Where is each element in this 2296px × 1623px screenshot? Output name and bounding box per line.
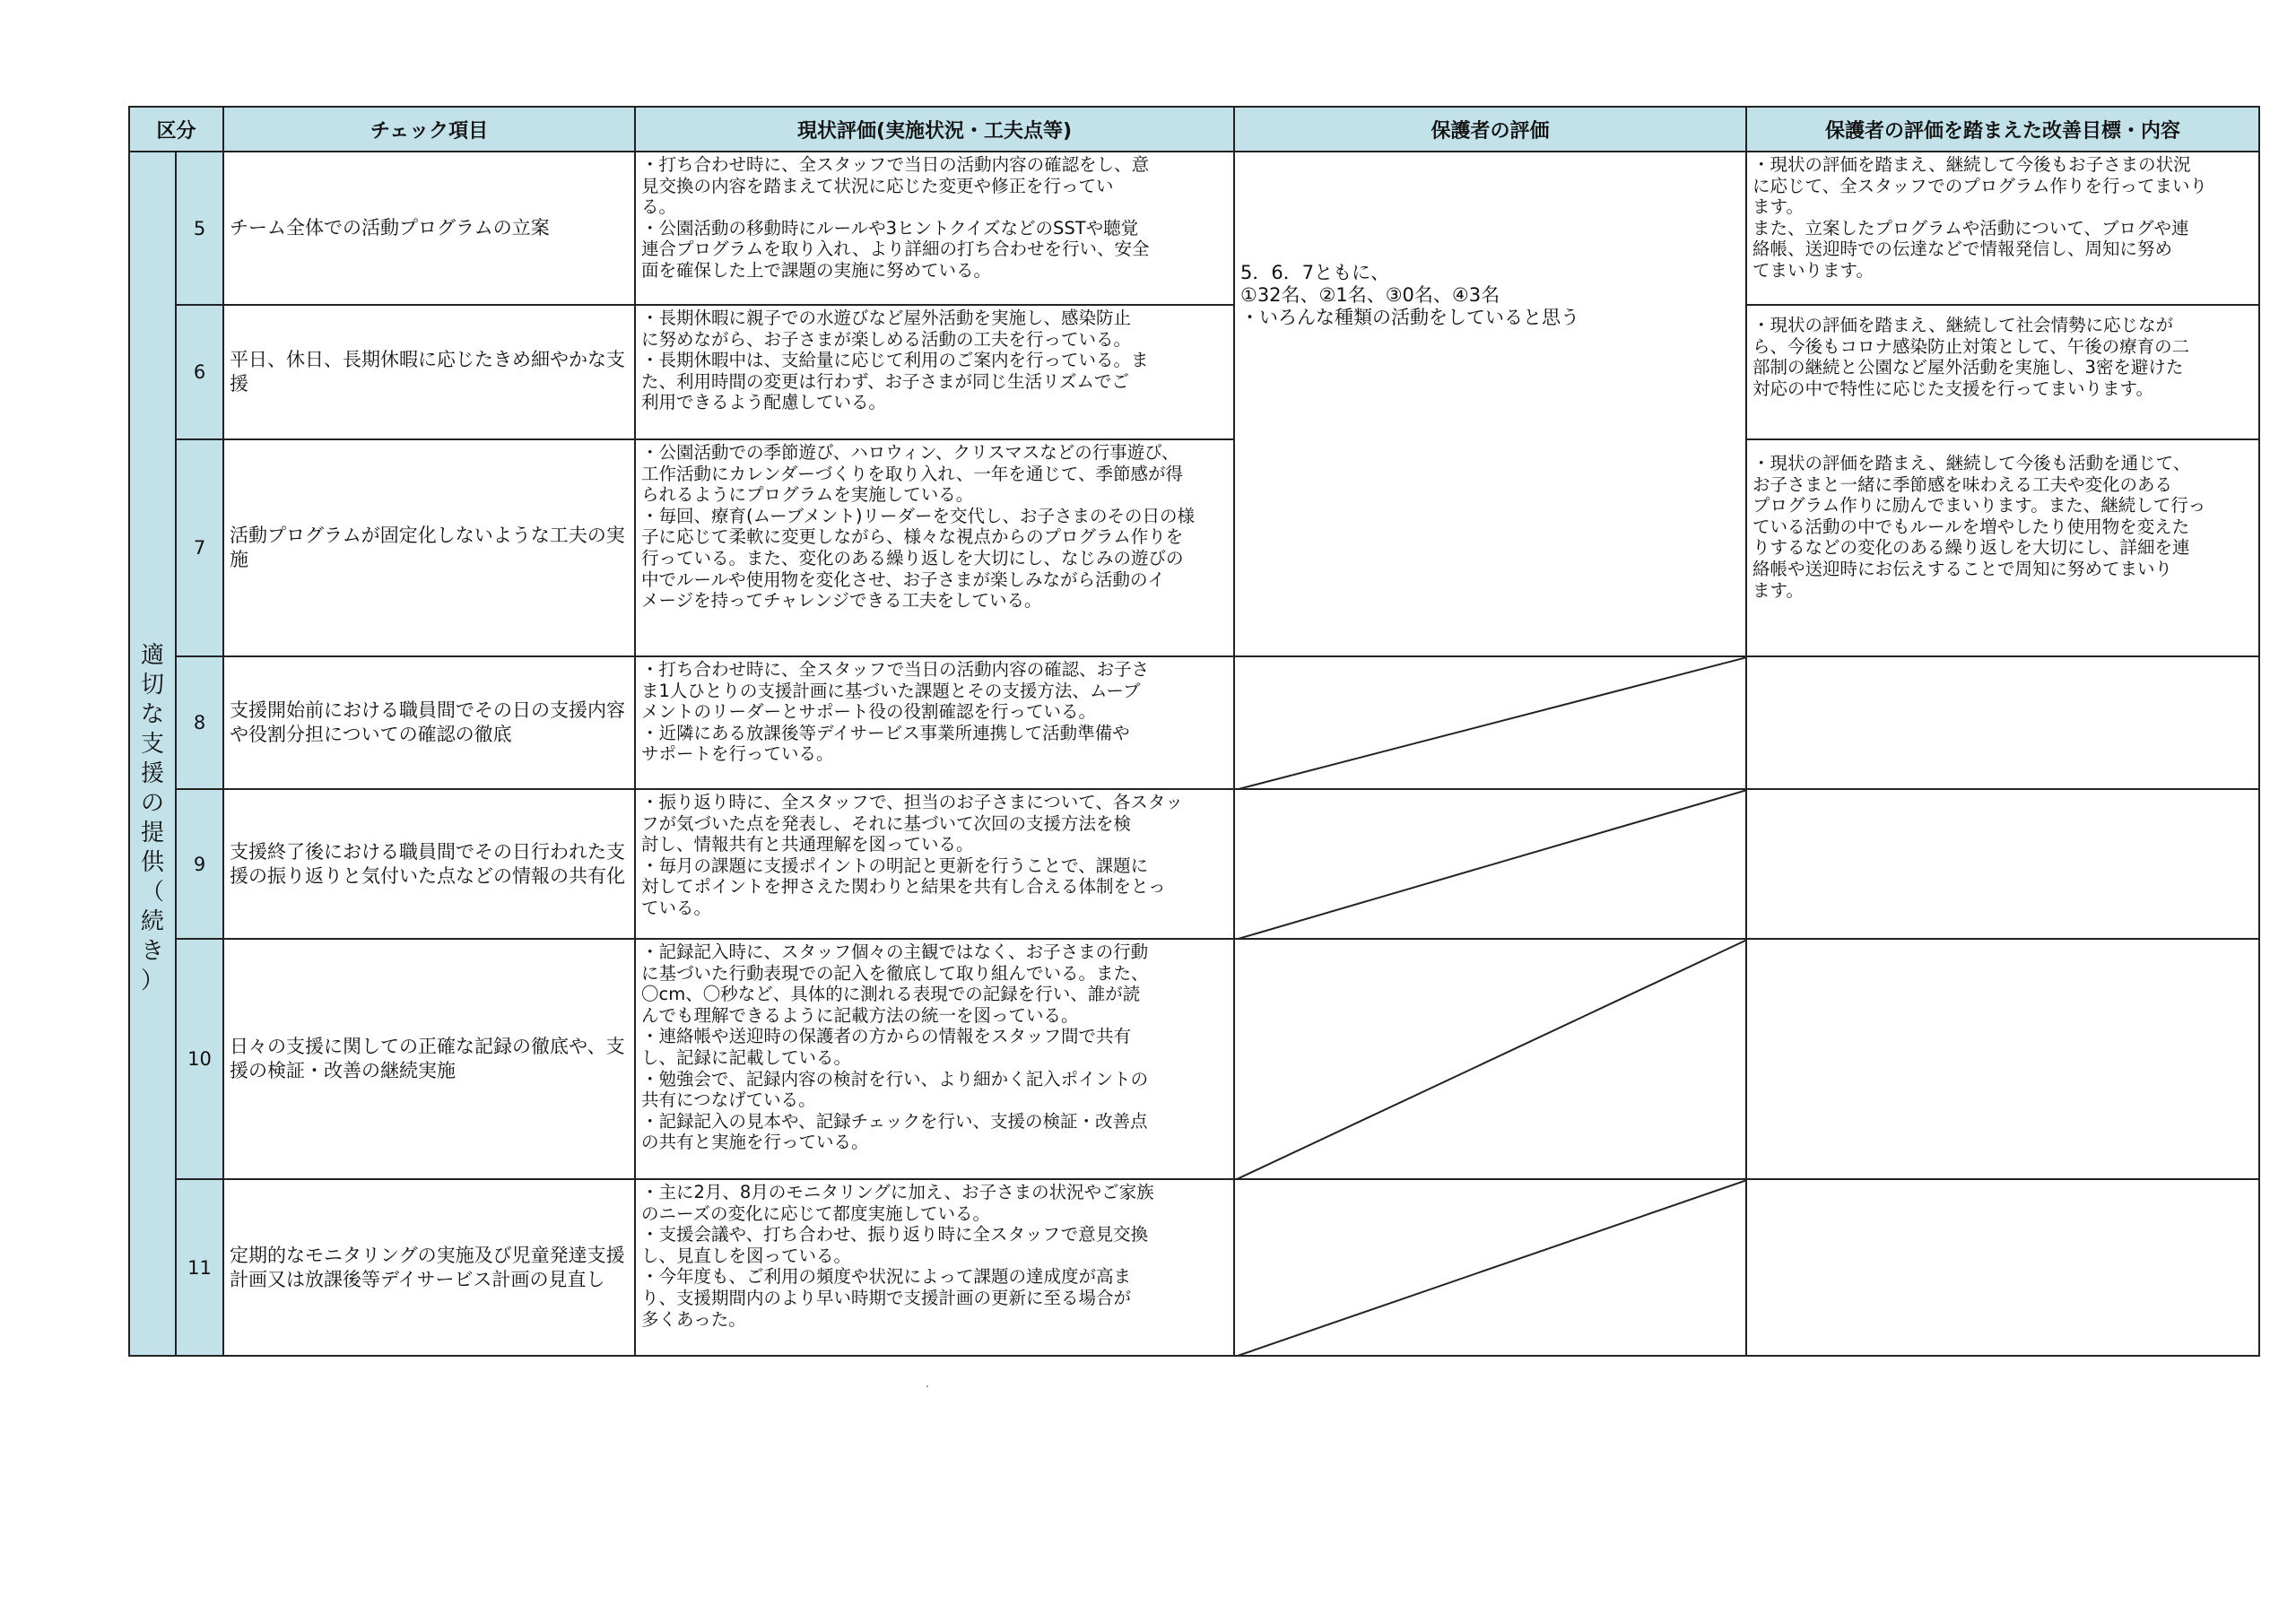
current-eval-cell: ・長期休暇に親子での水遊びなど屋外活動を実施し、感染防止 に努めながら、お子さまが楽しめる活動の工夫を行っている。 ・長期休暇中は、支給量に応じて利用のご案内を行っている。ま た、利用時間の変更は行わず、お子さまが同じ生活リズムでご 利用できるよう配慮している。 bbox=[634, 304, 1235, 440]
row-number bbox=[175, 938, 224, 1180]
check-item bbox=[222, 655, 636, 790]
improvement-cell: ・現状の評価を踏まえ、継続して今後もお子さまの状況 に応じて、全スタッフでのプログラム作りを行ってまいり ます。 また、立案したプログラムや活動について、ブログや連 絡帳、送迎時での伝達などで情報発信し、周知に努め てまいります。 bbox=[1745, 151, 2260, 306]
improvement-empty-cell bbox=[1745, 1178, 2260, 1357]
diagonal-strike bbox=[1235, 1180, 1747, 1357]
check-item-text: 活動プログラムが固定化しないような工夫の実施 bbox=[230, 525, 625, 570]
row-number bbox=[175, 655, 224, 790]
current-eval-cell: ・打ち合わせ時に、全スタッフで当日の活動内容の確認、お子さ ま1人ひとりの支援計画に基づいた課題とその支援方法、ムーブ メントのリーダーとサポート役の役割確認を行っている。 ・近隣にある放課後等デイサービス事業所連携して活動準備や サポートを行っている。 bbox=[634, 655, 1235, 790]
current-eval-cell: ・打ち合わせ時に、全スタッフで当日の活動内容の確認をし、意 見交換の内容を踏まえて状況に応じた変更や修正を行ってい る。 ・公園活動の移動時にルールや3ヒントクイズなどのSSTや聴覚 連合プログラムを取り入れ、より詳細の打ち合わせを行い、安全 面を確保した上で課題の実施に努めている。 bbox=[634, 151, 1235, 306]
check-item bbox=[222, 151, 636, 306]
improvement-cell: ・現状の評価を踏まえ、継続して社会情勢に応じなが ら、今後もコロナ感染防止対策として、午後の療育の二 部制の継続と公園など屋外活動を実施し、3密を避けた 対応の中で特性に応じた支援を行ってまいります。 bbox=[1745, 304, 2260, 440]
header-guardian-eval bbox=[1233, 106, 1747, 152]
check-item-text: 定期的なモニタリングの実施及び児童発達支援計画又は放課後等デイサービス計画の見直し bbox=[230, 1244, 625, 1290]
current-eval-cell: ・振り返り時に、全スタッフで、担当のお子さまについて、各スタッ フが気づいた点を発表し、それに基づいて次回の支援方法を検 討し、情報共有と共通理解を図っている。 ・毎月の課題に支援ポイントの明記と更新を行うことで、課題に 対してポイントを押さえた関わりと結果を共有し合える体制をとっ ている。 bbox=[634, 788, 1235, 940]
check-item-text: 平日、休日、長期休暇に応じたきめ細やかな支援 bbox=[230, 349, 625, 395]
row-number bbox=[175, 1178, 224, 1357]
header-category-label: 区分 bbox=[156, 119, 196, 143]
row-number-text: 9 bbox=[193, 853, 206, 875]
check-item bbox=[222, 938, 636, 1180]
current-eval-cell: ・記録記入時に、スタッフ個々の主観ではなく、お子さまの行動 に基づいた行動表現での記入を徹底して取り組んでいる。また、 〇cm、〇秒など、具体的に測れる表現での記録を行い、誰が読 んでも理解できるように記載方法の統一を図っている。 ・連絡帳や送迎時の保護者の方からの情報をスタッフ間で共有 し、記録に記載している。 ・勉強会で、記録内容の検討を行い、より細かく記入ポイントの 共有につなげている。 ・記録記入の見本や、記録チェックを行い、支援の検証・改善点 の共有と実施を行っている。 bbox=[634, 938, 1235, 1180]
guardian-eval-empty-cell bbox=[1233, 655, 1747, 790]
diagonal-strike bbox=[1235, 940, 1747, 1180]
row-number-text: 6 bbox=[193, 361, 206, 383]
guardian-eval-empty-cell bbox=[1233, 788, 1747, 940]
row-number-text: 11 bbox=[187, 1256, 212, 1279]
row-number bbox=[175, 304, 224, 440]
header-category bbox=[128, 106, 224, 152]
check-item bbox=[222, 304, 636, 440]
header-check-item bbox=[222, 106, 636, 152]
check-item-text: 日々の支援に関しての正確な記録の徹底や、支援の検証・改善の継続実施 bbox=[230, 1036, 625, 1081]
row-number-text: 10 bbox=[187, 1048, 212, 1070]
check-item bbox=[222, 1178, 636, 1357]
scan-speck bbox=[926, 1385, 928, 1387]
improvement-cell: ・現状の評価を踏まえ、継続して今後も活動を通じて、 お子さまと一緒に季節感を味わえる工夫や変化のある プログラム作りに励んでまいります。また、継続して行っ ている活動の中でもルールを増やしたり使用物を変えた りするなどの変化のある繰り返しを大切にし、詳細を連 絡帳や送迎時にお伝えすることで周知に努めてまいり ます。 bbox=[1745, 438, 2260, 657]
improvement-empty-cell bbox=[1745, 938, 2260, 1180]
guardian-eval-empty-cell bbox=[1233, 1178, 1747, 1357]
guardian-eval-empty-cell bbox=[1233, 938, 1747, 1180]
improvement-empty-cell bbox=[1745, 788, 2260, 940]
current-eval-cell: ・公園活動での季節遊び、ハロウィン、クリスマスなどの行事遊び、 工作活動にカレンダーづくりを取り入れ、一年を通じて、季節感が得 られるようにプログラムを実施している。 ・毎回、療育(ムーブメント)リーダーを交代し、お子さまのその日の様 子に応じて柔軟に変更しながら、様々な視点からのプログラム作りを 行っている。また、変化のある繰り返しを大切にし、なじみの遊びの 中でルールや使用物を変化させ、お子さまが楽しみながら活動のイ メージを持ってチャレンジできる工夫をしている。 bbox=[634, 438, 1235, 657]
diagonal-strike bbox=[1235, 790, 1747, 940]
check-item-text: チーム全体での活動プログラムの立案 bbox=[230, 217, 550, 239]
category-cell bbox=[128, 151, 177, 1357]
header-guardian-eval-label: 保護者の評価 bbox=[1431, 119, 1550, 143]
check-item bbox=[222, 788, 636, 940]
header-current-eval-label: 現状評価(実施状況・工夫点等) bbox=[796, 119, 1073, 143]
diagonal-strike bbox=[1235, 657, 1747, 790]
check-item-text: 支援開始前における職員間でその日の支援内容や役割分担についての確認の徹底 bbox=[230, 699, 625, 745]
header-improvement bbox=[1745, 106, 2260, 152]
header-check-item-label: チェック項目 bbox=[370, 119, 489, 143]
category-label: 適 切 な 支 援 の 提 供 （ 続 き ） bbox=[140, 642, 164, 994]
guardian-eval-merged-cell: 5．6．7ともに、 ①32名、②1名、③0名、④3名 ・いろんな種類の活動をしていると思う bbox=[1233, 151, 1747, 657]
row-number-text: 8 bbox=[193, 712, 206, 733]
header-current-eval bbox=[634, 106, 1235, 152]
check-item bbox=[222, 438, 636, 657]
current-eval-cell: ・主に2月、8月のモニタリングに加え、お子さまの状況やご家族 のニーズの変化に応じて都度実施している。 ・支援会議や、打ち合わせ、振り返り時に全スタッフで意見交換 し、見直しを図っている。 ・今年度も、ご利用の頻度や状況によって課題の達成度が高ま り、支援期間内のより早い時期で支援計画の更新に至る場合が 多くあった。 bbox=[634, 1178, 1235, 1357]
evaluation-sheet bbox=[128, 106, 2260, 1357]
check-item-text: 支援終了後における職員間でその日行われた支援の振り返りと気付いた点などの情報の共有化 bbox=[230, 840, 625, 887]
row-number-text: 7 bbox=[193, 537, 206, 559]
row-number-text: 5 bbox=[193, 217, 206, 239]
row-number bbox=[175, 151, 224, 306]
row-number bbox=[175, 438, 224, 657]
row-number bbox=[175, 788, 224, 940]
header-improvement-label: 保護者の評価を踏まえた改善目標・内容 bbox=[1824, 119, 2180, 143]
improvement-empty-cell bbox=[1745, 655, 2260, 790]
